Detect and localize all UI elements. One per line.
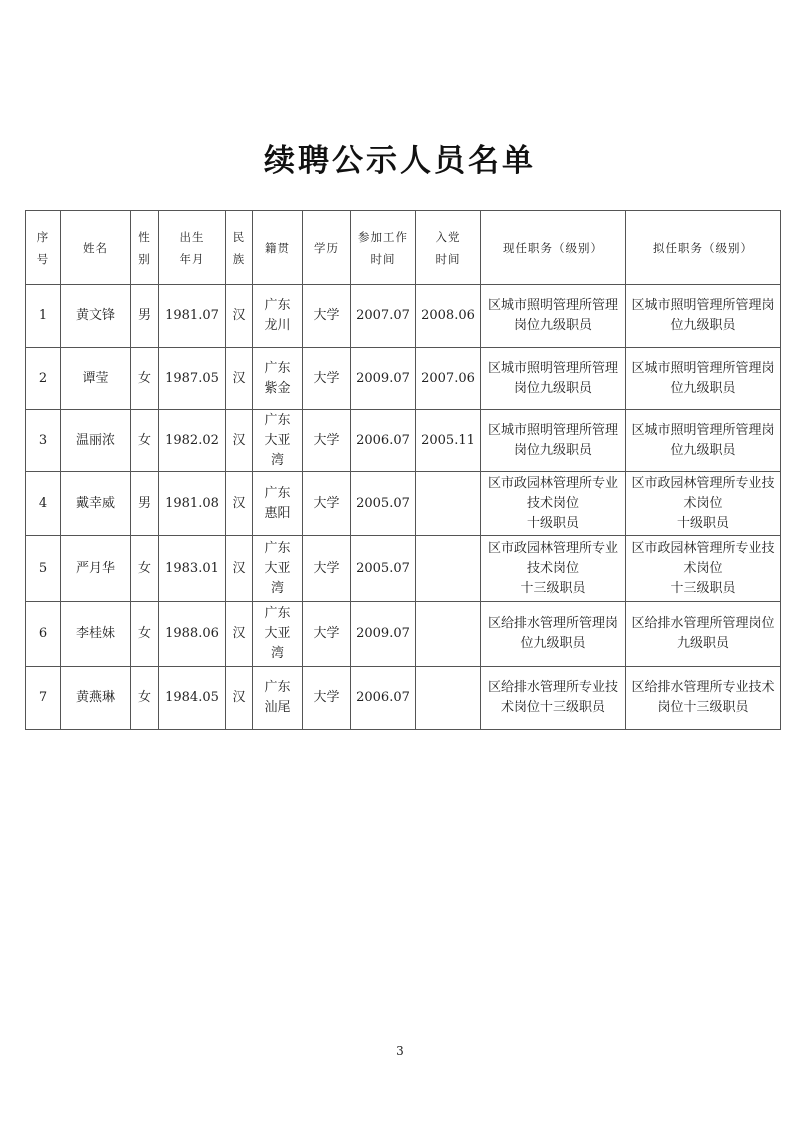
cell-gender: 男 [131,285,159,348]
cell-seq: 1 [26,285,61,348]
cell-ethnicity: 汉 [226,285,253,348]
cell-education: 大学 [303,410,351,472]
cell-current-position: 区市政园林管理所专业技术岗位 十三级职员 [481,536,626,602]
cell-ethnicity: 汉 [226,472,253,536]
cell-current-position: 区城市照明管理所管理岗位九级职员 [481,348,626,410]
cell-party-join: 2007.06 [416,348,481,410]
table-row [26,536,781,602]
cell-seq: 5 [26,536,61,602]
cell-proposed-position: 区市政园林管理所专业技术岗位 十级职员 [626,472,781,536]
header-education: 学历 [303,211,351,285]
cell-gender: 女 [131,536,159,602]
cell-ethnicity: 汉 [226,348,253,410]
header-seq: 序 号 [26,211,61,285]
page-number: 3 [396,1044,404,1058]
cell-current-position: 区给排水管理所管理岗位九级职员 [481,602,626,667]
cell-proposed-position: 区城市照明管理所管理岗位九级职员 [626,285,781,348]
cell-party-join [416,536,481,602]
cell-seq: 4 [26,472,61,536]
table-row [26,472,781,536]
cell-proposed-position: 区城市照明管理所管理岗位九级职员 [626,410,781,472]
cell-native-place: 广东 大亚 湾 [253,602,303,667]
cell-education: 大学 [303,472,351,536]
cell-name: 严月华 [61,536,131,602]
header-birth: 出生 年月 [159,211,226,285]
cell-birth: 1981.07 [159,285,226,348]
header-proposed-position: 拟任职务（级别） [626,211,781,285]
cell-work-start: 2007.07 [351,285,416,348]
cell-party-join [416,667,481,730]
cell-party-join [416,472,481,536]
document-title: 续聘公示人员名单 [264,143,536,179]
cell-gender: 男 [131,472,159,536]
header-party-join: 入党 时间 [416,211,481,285]
cell-current-position: 区城市照明管理所管理岗位九级职员 [481,410,626,472]
cell-native-place: 广东 龙川 [253,285,303,348]
cell-proposed-position: 区市政园林管理所专业技术岗位 十三级职员 [626,536,781,602]
cell-party-join [416,602,481,667]
header-work-start: 参加工作 时间 [351,211,416,285]
cell-gender: 女 [131,348,159,410]
cell-ethnicity: 汉 [226,602,253,667]
cell-birth: 1981.08 [159,472,226,536]
cell-name: 戴幸威 [61,472,131,536]
cell-current-position: 区给排水管理所专业技术岗位十三级职员 [481,667,626,730]
cell-birth: 1982.02 [159,410,226,472]
cell-work-start: 2006.07 [351,410,416,472]
header-native-place: 籍贯 [253,211,303,285]
cell-birth: 1984.05 [159,667,226,730]
cell-native-place: 广东 惠阳 [253,472,303,536]
cell-proposed-position: 区城市照明管理所管理岗位九级职员 [626,348,781,410]
cell-party-join: 2005.11 [416,410,481,472]
cell-name: 黄文锋 [61,285,131,348]
cell-seq: 7 [26,667,61,730]
cell-birth: 1988.06 [159,602,226,667]
cell-work-start: 2009.07 [351,348,416,410]
cell-name: 谭莹 [61,348,131,410]
cell-education: 大学 [303,285,351,348]
cell-ethnicity: 汉 [226,667,253,730]
cell-gender: 女 [131,667,159,730]
cell-work-start: 2005.07 [351,536,416,602]
cell-birth: 1983.01 [159,536,226,602]
cell-gender: 女 [131,602,159,667]
table-row [26,667,781,730]
cell-name: 黄燕琳 [61,667,131,730]
header-ethnicity: 民 族 [226,211,253,285]
cell-seq: 3 [26,410,61,472]
cell-work-start: 2006.07 [351,667,416,730]
header-current-position: 现任职务（级别） [481,211,626,285]
table-row [26,410,781,472]
cell-ethnicity: 汉 [226,536,253,602]
cell-name: 李桂妹 [61,602,131,667]
personnel-table [25,210,781,730]
cell-work-start: 2009.07 [351,602,416,667]
cell-current-position: 区城市照明管理所管理岗位九级职员 [481,285,626,348]
cell-education: 大学 [303,536,351,602]
table-header-row [26,211,781,285]
cell-proposed-position: 区给排水管理所管理岗位九级职员 [626,602,781,667]
table-row [26,602,781,667]
cell-education: 大学 [303,348,351,410]
table-row [26,285,781,348]
cell-seq: 2 [26,348,61,410]
cell-birth: 1987.05 [159,348,226,410]
cell-work-start: 2005.07 [351,472,416,536]
header-name: 姓名 [61,211,131,285]
cell-ethnicity: 汉 [226,410,253,472]
cell-gender: 女 [131,410,159,472]
cell-native-place: 广东 大亚 湾 [253,536,303,602]
cell-native-place: 广东 汕尾 [253,667,303,730]
header-gender: 性 别 [131,211,159,285]
cell-seq: 6 [26,602,61,667]
table-row [26,348,781,410]
cell-education: 大学 [303,602,351,667]
cell-name: 温丽浓 [61,410,131,472]
cell-party-join: 2008.06 [416,285,481,348]
cell-native-place: 广东 大亚 湾 [253,410,303,472]
cell-current-position: 区市政园林管理所专业技术岗位 十级职员 [481,472,626,536]
cell-proposed-position: 区给排水管理所专业技术岗位十三级职员 [626,667,781,730]
cell-native-place: 广东 紫金 [253,348,303,410]
cell-education: 大学 [303,667,351,730]
